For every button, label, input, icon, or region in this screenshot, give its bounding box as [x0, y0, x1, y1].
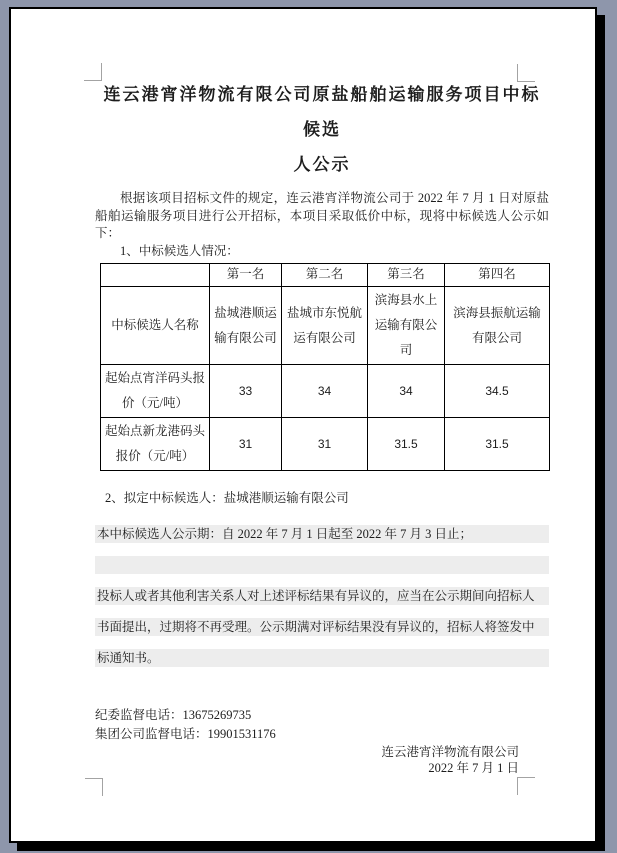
table-header-row: [101, 264, 550, 287]
candidate-name-1: 盐城港顺运输有限公司: [210, 287, 282, 365]
xiaoyang-price-2: 34: [282, 365, 368, 418]
header-cell-fourth: 第四名: [445, 264, 550, 287]
crop-mark-bottom-right: [517, 777, 535, 795]
xiaoyang-price-4: 34.5: [445, 365, 550, 418]
document-page: [9, 7, 597, 843]
table-row-candidate-names: [101, 287, 550, 365]
table-row-xinlonggang-price: [101, 418, 550, 471]
crop-mark-bottom-left: [85, 778, 103, 796]
row-label-xinlonggang-price: 起始点新龙港码头报价（元/吨）: [101, 418, 210, 471]
page-title: [95, 77, 549, 182]
table-row-xiaoyang-price: [101, 365, 550, 418]
header-cell-third: 第三名: [368, 264, 445, 287]
supervision-phones: [95, 706, 549, 744]
title-line-2: 人公示: [293, 155, 351, 174]
candidate-name-4: 滨海县振航运输有限公司: [445, 287, 550, 365]
objection-line-3: 标通知书。: [95, 649, 549, 667]
objection-line-2: 书面提出，过期将不再受理。公示期满对评标结果没有异议的，招标人将签发中: [95, 618, 549, 636]
objection-line-1: 投标人或者其他利害关系人对上述评标结果有异议的，应当在公示期间向招标人: [95, 587, 549, 605]
xiaoyang-price-3: 34: [368, 365, 445, 418]
row-label-candidate-name: 中标候选人名称: [101, 287, 210, 365]
candidates-table: [100, 263, 550, 471]
section2-heading: 2、拟定中标候选人：盐城港顺运输有限公司: [105, 491, 349, 505]
notice-empty-line: [95, 556, 549, 574]
xinlonggang-price-1: 31: [210, 418, 282, 471]
discipline-phone-line: 纪委监督电话：13675269735: [95, 707, 252, 722]
intro-paragraph: 根据该项目招标文件的规定，连云港宵洋物流公司于 2022 年 7 月 1 日对原盐船舶运输服务项目进行公开招标，本项目采取低价中标，现将中标候选人公示如下：: [95, 191, 549, 240]
xiaoyang-price-1: 33: [210, 365, 282, 418]
signature-block: [95, 744, 549, 776]
row-label-xiaoyang-price: 起始点宵洋码头报价（元/吨）: [101, 365, 210, 418]
title-line-1: 连云港宵洋物流有限公司原盐船舶运输服务项目中标候选: [103, 85, 541, 139]
candidate-name-2: 盐城市东悦航运有限公司: [282, 287, 368, 365]
xinlonggang-price-4: 31.5: [445, 418, 550, 471]
header-cell-second: 第二名: [282, 264, 368, 287]
header-cell-first: 第一名: [210, 264, 282, 287]
header-cell-blank: [101, 264, 210, 287]
xinlonggang-price-2: 31: [282, 418, 368, 471]
group-phone-line: 集团公司监督电话：19901531176: [95, 726, 276, 741]
section1-heading: 1、中标候选人情况：: [120, 243, 239, 258]
notice-period-line: 本中标候选人公示期：自 2022 年 7 月 1 日起至 2022 年 7 月 3 日止；: [95, 525, 549, 543]
candidate-name-3: 滨海县水上运输有限公司: [368, 287, 445, 365]
signature-date: 2022 年 7 月 1 日: [428, 760, 519, 775]
document-content: [95, 77, 549, 776]
xinlonggang-price-3: 31.5: [368, 418, 445, 471]
signature-company: 连云港宵洋物流有限公司: [381, 744, 519, 759]
highlighted-notice-block: [95, 525, 549, 667]
